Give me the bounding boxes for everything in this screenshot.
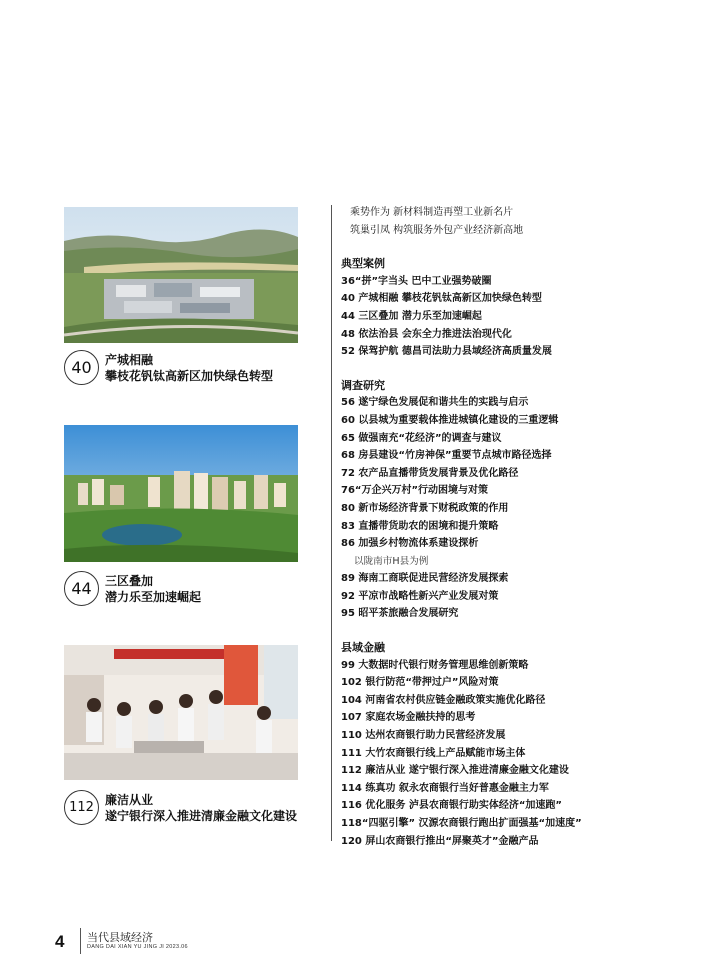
toc-item[interactable]: 104 河南省农村供应链金融政策实施优化路径: [341, 694, 546, 706]
toc-item[interactable]: 95 昭平茶旅融合发展研究: [341, 608, 459, 620]
toc-item[interactable]: 120 屏山农商银行推出“屏聚英才”金融产品: [341, 835, 539, 847]
toc-item[interactable]: 86 加强乡村物流体系建设探析: [341, 538, 479, 550]
toc-item[interactable]: 60 以县城为重要载体推进城镇化建设的三重逻辑: [341, 414, 559, 426]
feature-caption-40: [64, 350, 324, 386]
page-number-badge: 112: [64, 790, 99, 825]
feature-title[interactable]: 三区叠加: [105, 574, 154, 588]
section-heading: 典型案例: [341, 257, 385, 271]
photo-industrial-park: [64, 207, 298, 343]
toc-item[interactable]: 92 平凉市战略性新兴产业发展对策: [341, 590, 499, 602]
toc-item[interactable]: 36“拼”字当头 巴中工业强势破圈: [341, 275, 492, 287]
toc-item[interactable]: 52 保驾护航 德昌司法助力县域经济高质量发展: [341, 346, 552, 358]
toc-item[interactable]: 89 海南工商联促进民营经济发展探索: [341, 573, 509, 585]
toc-item[interactable]: 72 农产品直播带货发展背景及优化路径: [341, 467, 519, 479]
toc-intro-item[interactable]: 筑巢引凤 构筑服务外包产业经济新高地: [350, 224, 524, 236]
toc-item[interactable]: 76“万企兴万村”行动困境与对策: [341, 485, 489, 497]
page-number-badge: 40: [64, 350, 99, 385]
footer-divider: [80, 928, 81, 954]
toc-item[interactable]: 116 优化服务 泸县农商银行助实体经济“加速跑”: [341, 800, 562, 812]
page-number-badge: 44: [64, 571, 99, 606]
feature-title[interactable]: 产城相融: [105, 353, 154, 367]
feature-title[interactable]: 廉洁从业: [105, 793, 154, 807]
toc-item[interactable]: 99 大数据时代银行财务管理思维创新策略: [341, 659, 529, 671]
toc-intro-item[interactable]: 乘势作为 新材料制造再塑工业新名片: [350, 207, 514, 218]
toc-item[interactable]: 114 练真功 叙永农商银行当好普惠金融主力军: [341, 782, 549, 794]
toc-item[interactable]: 44 三区叠加 潜力乐至加速崛起: [341, 310, 482, 322]
toc-item[interactable]: 40 产城相融 攀枝花钒钛高新区加快绿色转型: [341, 293, 542, 305]
bank-hall-image: [64, 645, 298, 780]
photo-city-lake: [64, 425, 298, 562]
industrial-park-image: [64, 207, 298, 343]
feature-caption-44: [64, 571, 324, 607]
toc-item[interactable]: 112 廉洁从业 遂宁银行深入推进清廉金融文化建设: [341, 765, 569, 777]
magazine-issue: DANG DAI XIAN YU JING JI 2023.06: [87, 944, 188, 950]
section-heading: 调查研究: [341, 378, 385, 392]
toc-item[interactable]: 80 新市场经济背景下财税政策的作用: [341, 502, 509, 514]
toc-item[interactable]: 118“四驱引擎” 汉源农商银行跑出扩面强基“加速度”: [341, 818, 582, 829]
toc-item[interactable]: 102 银行防范“带押过户”风险对策: [341, 677, 499, 689]
toc-item-subtitle: 以陇南市H县为例: [354, 555, 429, 567]
feature-subtitle[interactable]: 攀枝花钒钛高新区加快绿色转型: [105, 369, 274, 383]
column-divider: [331, 205, 332, 841]
toc-item[interactable]: 83 直播带货助农的困境和提升策略: [341, 520, 499, 532]
city-lake-image: [64, 425, 298, 562]
toc-item[interactable]: 107 家庭农场金融扶持的思考: [341, 712, 476, 724]
toc-item[interactable]: 111 大竹农商银行线上产品赋能市场主体: [341, 747, 526, 759]
photo-bank-hall: [64, 645, 298, 780]
feature-caption-112: [64, 790, 324, 826]
toc-item[interactable]: 68 房县建设“竹房神保”重要节点城市路径选择: [341, 450, 552, 462]
feature-subtitle[interactable]: 潜力乐至加速崛起: [105, 590, 202, 604]
toc-item[interactable]: 110 达州农商银行助力民营经济发展: [341, 730, 506, 742]
section-heading: 县域金融: [341, 641, 385, 655]
feature-subtitle[interactable]: 遂宁银行深入推进清廉金融文化建设: [105, 809, 298, 823]
toc-item[interactable]: 56 遂宁绿色发展促和谐共生的实践与启示: [341, 397, 529, 409]
toc-item[interactable]: 65 做强南充“花经济”的调查与建议: [341, 432, 502, 444]
page-number: 4: [55, 932, 65, 951]
magazine-title: 当代县域经济: [87, 931, 153, 944]
table-of-contents: [341, 204, 701, 850]
toc-item[interactable]: 48 依法治县 会东全力推进法治现代化: [341, 328, 512, 340]
